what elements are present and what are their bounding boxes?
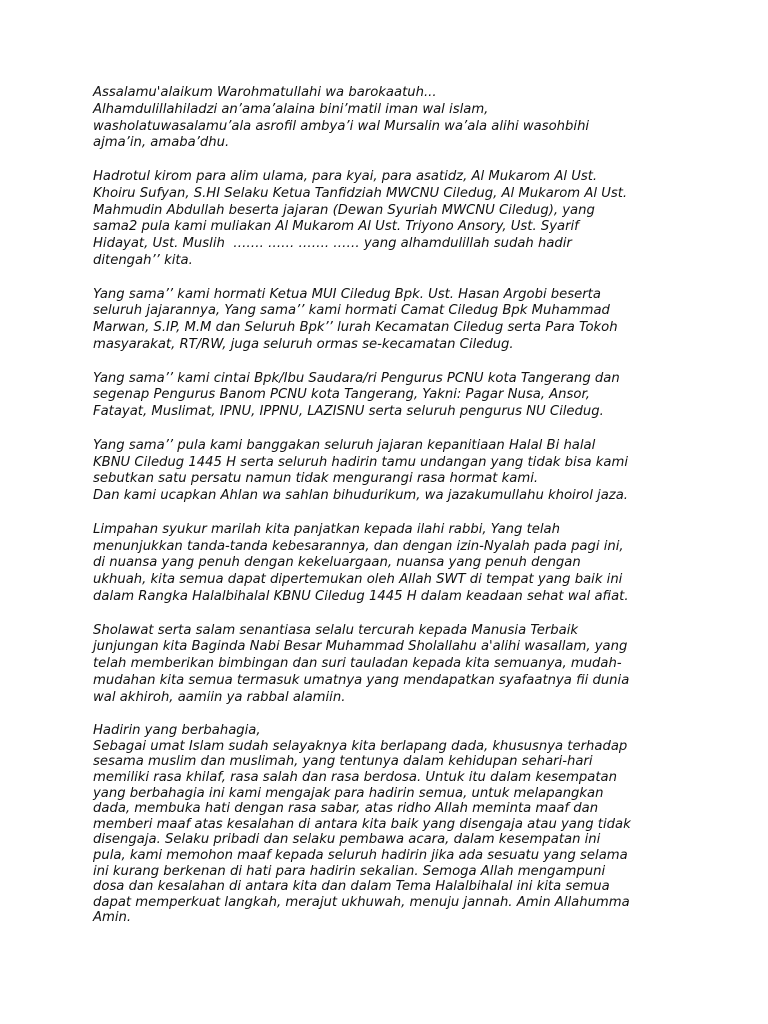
- text-line: Amin.: [93, 910, 132, 926]
- text-line: wal akhiroh, aamiin ya rabbal alamiin.: [93, 689, 346, 705]
- paragraph-4: [93, 371, 693, 421]
- paragraph-8: [93, 723, 693, 926]
- text-line: washolatuwasalamu’ala asrofil ambya’i wal Mursalin wa’ala alihi wasohbihi: [93, 118, 590, 134]
- text-line: memiliki rasa khilaf, rasa salah dan rasa berdosa. Untuk itu dalam kesempatan: [93, 770, 617, 786]
- text-line: pula, kami memohon maaf kepada seluruh hadirin jika ada sesuatu yang selama: [93, 848, 628, 864]
- text-line: Marwan, S.IP, M.M dan Seluruh Bpk’’ lurah Kecamatan Ciledug serta Para Tokoh: [93, 320, 618, 336]
- paragraph-5: [93, 438, 693, 505]
- text-line: Yang sama’’ kami cintai Bpk/Ibu Saudara/ri Pengurus PCNU kota Tangerang dan: [93, 370, 620, 386]
- text-line: dapat memperkuat langkah, merajut ukhuwah, menuju jannah. Amin Allahumma: [93, 894, 630, 910]
- text-line: ditengah’’ kita.: [93, 252, 193, 268]
- text-line: Sholawat serta salam senantiasa selalu tercurah kepada Manusia Terbaik: [93, 622, 579, 638]
- text-line: Yang sama’’ pula kami banggakan seluruh jajaran kepanitiaan Halal Bi halal: [93, 437, 596, 453]
- text-line: sama2 pula kami muliakan Al Mukarom Al Ust. Triyono Ansory, Ust. Syarif: [93, 219, 579, 235]
- paragraph-6: [93, 522, 693, 606]
- text-line: Hidayat, Ust. Muslih ……. …… ……. …… yang alhamdulillah sudah hadir: [93, 236, 572, 252]
- text-line: Hadirin yang berbahagia,: [93, 723, 261, 739]
- text-line: telah memberikan bimbingan dan suri tauladan kepada kita semuanya, mudah-: [93, 656, 622, 672]
- document-body: [93, 85, 693, 943]
- text-line: Assalamu'alaikum Warohmatullahi wa barokaatuh...: [93, 85, 437, 100]
- paragraph-1: [93, 85, 693, 152]
- text-line: dosa dan kesalahan di antara kita dan dalam Tema Halalbihalal ini kita semua: [93, 879, 610, 895]
- text-line: sebutkan satu persatu namun tidak mengurangi rasa hormat kami.: [93, 471, 539, 487]
- text-line: segenap Pengurus Banom PCNU kota Tangerang, Yakni: Pagar Nusa, Ansor,: [93, 387, 590, 403]
- text-line: Dan kami ucapkan Ahlan wa sahlan bihudurikum, wa jazakumullahu khoirol jaza.: [93, 488, 629, 504]
- text-line: di nuansa yang penuh dengan kekeluargaan, nuansa yang penuh dengan: [93, 555, 581, 571]
- text-line: junjungan kita Baginda Nabi Besar Muhammad Sholallahu a'alihi wasallam, yang: [93, 639, 628, 655]
- text-line: dalam Rangka Halalbihalal KBNU Ciledug 1445 H dalam keadaan sehat wal afiat.: [93, 588, 629, 604]
- text-line: seluruh jajarannya, Yang sama’’ kami hormati Camat Ciledug Bpk Muhammad: [93, 303, 610, 319]
- text-line: sesama muslim dan muslimah, yang tentunya dalam kehidupan sehari-hari: [93, 754, 593, 770]
- text-line: disengaja. Selaku pribadi dan selaku pembawa acara, dalam kesempatan ini: [93, 832, 601, 848]
- text-line: Hadrotul kirom para alim ulama, para kyai, para asatidz, Al Mukarom Al Ust.: [93, 168, 598, 184]
- text-line: memberi maaf atas kesalahan di antara kita baik yang disengaja atau yang tidak: [93, 816, 631, 832]
- text-line: KBNU Ciledug 1445 H serta seluruh hadirin tamu undangan yang tidak bisa kami: [93, 454, 629, 470]
- paragraph-3: [93, 287, 693, 354]
- text-line: Mahmudin Abdullah beserta jajaran (Dewan Syuriah MWCNU Ciledug), yang: [93, 202, 595, 218]
- text-line: Yang sama’’ kami hormati Ketua MUI Ciledug Bpk. Ust. Hasan Argobi beserta: [93, 286, 601, 302]
- text-line: Alhamdulillahiladzi an’ama’alaina bini’matil iman wal islam,: [93, 101, 489, 117]
- text-line: dada, membuka hati dengan rasa sabar, atas ridho Allah meminta maaf dan: [93, 801, 599, 817]
- text-line: masyarakat, RT/RW, juga seluruh ormas se-kecamatan Ciledug.: [93, 336, 514, 352]
- text-line: Sebagai umat Islam sudah selayaknya kita berlapang dada, khususnya terhadap: [93, 738, 628, 754]
- text-line: ini kurang berkenan di hati para hadirin sekalian. Semoga Allah mengampuni: [93, 863, 606, 879]
- text-line: yang berbahagia ini kami mengajak para hadirin semua, untuk melapangkan: [93, 785, 604, 801]
- text-line: ajma’in, amaba’dhu.: [93, 135, 230, 151]
- text-line: Fatayat, Muslimat, IPNU, IPPNU, LAZISNU serta seluruh pengurus NU Ciledug.: [93, 404, 604, 420]
- paragraph-2: [93, 169, 693, 270]
- paragraph-7: [93, 623, 693, 707]
- text-line: mudahan kita semua termasuk umatnya yang mendapatkan syafaatnya fii dunia: [93, 672, 630, 688]
- text-line: Khoiru Sufyan, S.HI Selaku Ketua Tanfidziah MWCNU Ciledug, Al Mukarom Al Ust.: [93, 185, 628, 201]
- text-line: menunjukkan tanda-tanda kebesarannya, dan dengan izin-Nyalah pada pagi ini,: [93, 538, 624, 554]
- text-line: ukhuah, kita semua dapat dipertemukan oleh Allah SWT di tempat yang baik ini: [93, 572, 623, 588]
- text-line: Limpahan syukur marilah kita panjatkan kepada ilahi rabbi, Yang telah: [93, 521, 560, 537]
